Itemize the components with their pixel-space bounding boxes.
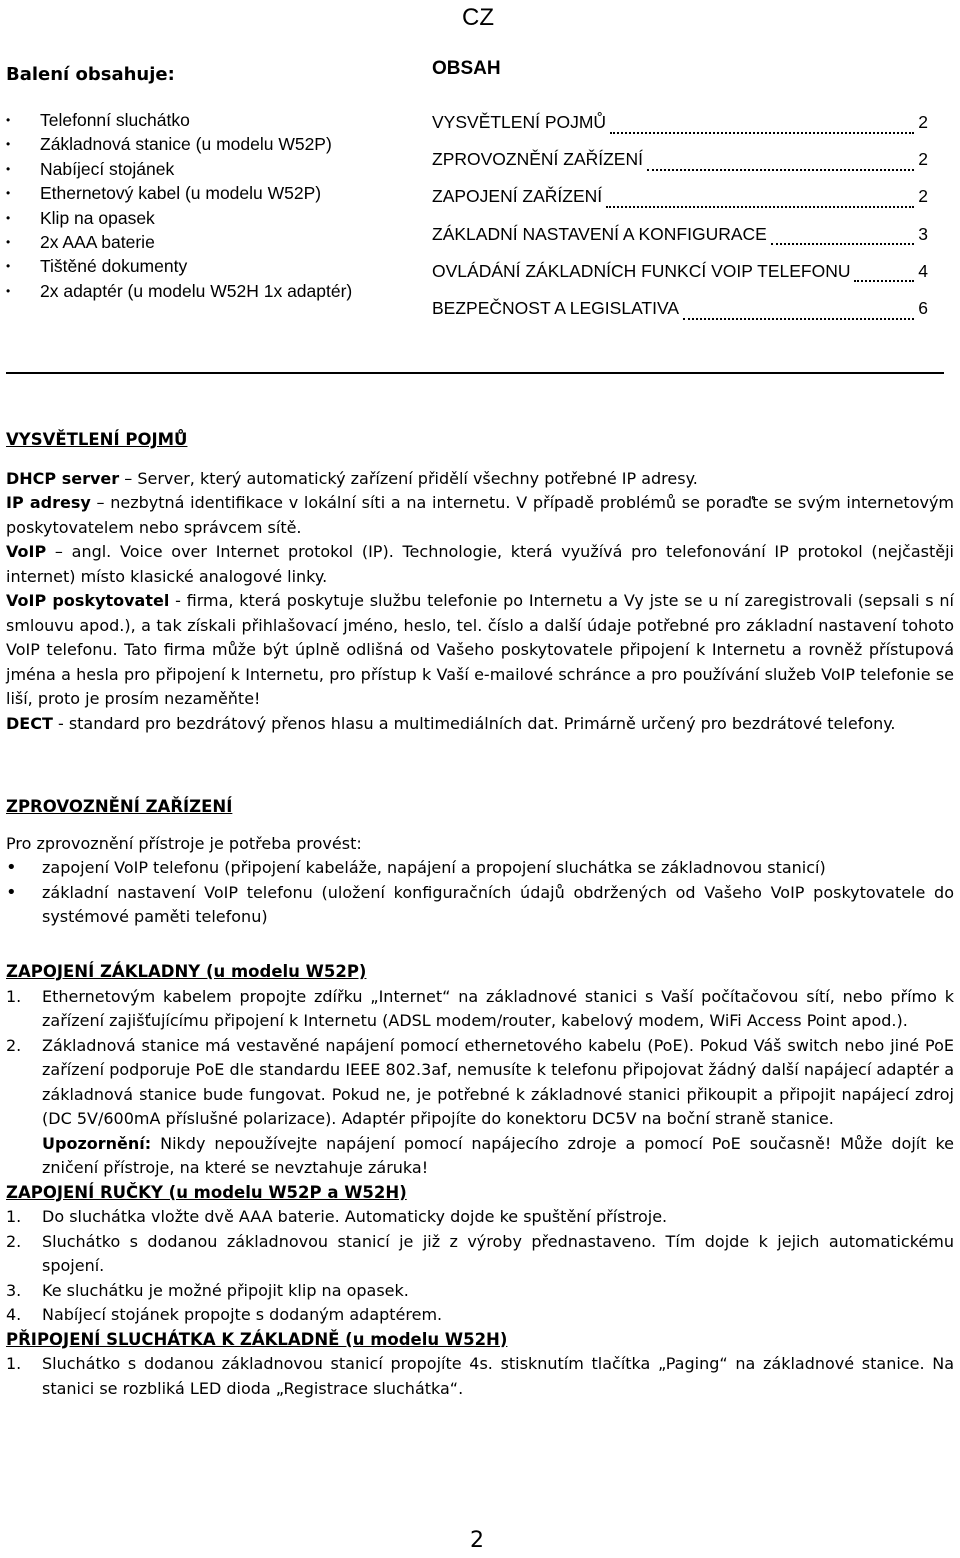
package-item: • Telefonní sluchátko xyxy=(6,110,190,130)
list-item: 1. Do sluchátka vložte dvě AAA baterie. Automaticky dojde ke spuštění přístroje. xyxy=(6,1207,668,1226)
base-heading: ZAPOJENÍ ZÁKLADNY (u modelu W52P) xyxy=(6,962,367,981)
package-item: • 2x AAA baterie xyxy=(6,231,155,252)
setup-list xyxy=(6,856,954,930)
pairing-heading: PŘIPOJENÍ SLUCHÁTKA K ZÁKLADNĚ (u modelu W52H) xyxy=(6,1329,508,1349)
list-item: • základní nastavení VoIP telefonu (uložení konfiguračních údajů obdržených od Vašeho VoIP poskytovatele do systémové paměti telefonu) xyxy=(6,881,954,926)
list-item: 4. Nabíjecí stojánek propojte s dodaným adaptérem. xyxy=(6,1305,443,1324)
toc-title: OBSAH xyxy=(432,58,501,79)
term-voip: VoIP – angl. Voice over Internet protokol (IP). Technologie, která využívá pro telefonování IP protokol (nejčastěji internet) místo klasické analogové linky. xyxy=(6,542,954,586)
setup-intro: Pro zprovoznění přístroje je potřeba provést: xyxy=(6,833,362,853)
toc-entry[interactable]: VYSVĚTLENÍ POJMŮ 2 xyxy=(432,112,928,132)
list-item: • zapojení VoIP telefonu (připojení kabeláže, napájení a propojení sluchátka se základnovou stanicí) xyxy=(6,857,826,878)
toc-entry[interactable]: BEZPEČNOST A LEGISLATIVA 6 xyxy=(432,297,928,318)
list-item: 3. Ke sluchátku je možné připojit klip na opasek. xyxy=(6,1280,409,1300)
toc-entry[interactable]: ZPROVOZNĚNÍ ZAŘÍZENÍ 2 xyxy=(432,149,928,170)
warning-note: Upozornění: Nikdy nepoužívejte napájení pomocí napájecího zdroje a pomocí PoE současně! Může dojít ke zničení přístroje, na které se nevztahuje záruka! xyxy=(42,1133,954,1177)
package-item: • Ethernetový kabel (u modelu W52P) xyxy=(6,183,322,204)
toc-entry[interactable]: ZAPOJENÍ ZAŘÍZENÍ 2 xyxy=(432,186,928,207)
package-list xyxy=(4,108,352,303)
terms-heading: VYSVĚTLENÍ POJMŮ xyxy=(6,430,188,449)
list-item: 2. Základnová stanice má vestavěné napájení pomocí ethernetového kabelu (PoE). Pokud Váš switch nebo jiné PoE zařízení podporuje PoE dle standardu IEEE 802.3af, nemusíte k telefonu připojovat žádný další napájecí adaptér a základnová stanice bude fungovat. Pokud ne, je potřebné k základnové stanici přikoupit a připojit napájecí zdroj (DC 5V/600mA příslušné polarizace). Adaptér připojíte do konektoru DC5V na boční straně stanice. Upozornění: Nikdy nepoužívejte napájení pomocí napájecího zdroje a pomocí PoE současně! Může dojít ke zničení přístroje, na které se nevztahuje záruka! xyxy=(6,1034,954,1181)
setup-heading: ZPROVOZNĚNÍ ZAŘÍZENÍ xyxy=(6,797,233,816)
list-item: 2. Sluchátko s dodanou základnovou stanicí je již z výroby přednastaveno. Tím dojde k jejich automatickému spojení. xyxy=(6,1231,954,1275)
package-title: Balení obsahuje: xyxy=(6,64,175,85)
handset-steps xyxy=(6,1205,954,1328)
list-item: 1. Sluchátko s dodanou základnovou stanicí propojíte 4s. stisknutím tlačítka „Paging“ na základnové stanice. Na stanici se rozbliká LED dioda „Registrace sluchátka“. xyxy=(6,1354,954,1398)
package-item: • 2x adaptér (u modelu W52H 1x adaptér) xyxy=(6,280,353,301)
pairing-steps xyxy=(6,1352,954,1401)
table-of-contents xyxy=(432,112,928,335)
toc-entry[interactable]: OVLÁDÁNÍ ZÁKLADNÍCH FUNKCÍ VOIP TELEFONU 4 xyxy=(432,260,928,281)
setup-section xyxy=(6,795,954,930)
page-number: 2 xyxy=(470,1528,484,1553)
list-item: 1. Ethernetovým kabelem propojte zdířku „Internet“ na základnové stanici s Vaší počítačovou sítí, nebo přímo k zařízení zajišťujícímu připojení k Internetu (ADSL modem/router, kabelový modem, WiFi Access Point apod.). xyxy=(6,986,954,1030)
base-section xyxy=(6,960,954,1401)
term-dect: DECT - standard pro bezdrátový přenos hlasu a multimediálních dat. Primárně určený pro bezdrátové telefony. xyxy=(6,713,896,733)
package-item: • Tištěné dokumenty xyxy=(6,256,188,277)
toc-entry[interactable]: ZÁKLADNÍ NASTAVENÍ A KONFIGURACE 3 xyxy=(432,223,928,244)
term-provider: VoIP poskytovatel - firma, která poskytuje službu telefonie po Internetu a Vy jste se u ní zaregistrovali (sepsali s ní smlouvu apod.), a tak získali přihlašovací jméno, heslo, tel. číslo a další údaje potřebné pro základní nastavení tohoto VoIP telefonu. Tato firma může být úplně odlišná od Vašeho poskytovatele připojení k Internetu a rovněž přístupová jména a hesla pro připojení k Internetu, pro přístup k Vaší e-mailové schránce a pro používání služeb VoIP telefonie se liší, proto je prosím nezaměňte! xyxy=(6,591,954,708)
language-code: CZ xyxy=(462,4,494,31)
package-item: • Základnová stanice (u modelu W52P) xyxy=(6,134,332,155)
package-item: • Nabíjecí stojánek xyxy=(6,158,175,179)
base-steps xyxy=(6,985,954,1181)
package-item: • Klip na opasek xyxy=(6,207,155,228)
handset-heading: ZAPOJENÍ RUČKY (u modelu W52P a W52H) xyxy=(6,1182,407,1202)
term-ip: IP adresy – nezbytná identifikace v lokální síti a na internetu. V případě problémů se poraďte se svým internetovým poskytovatelem nebo správcem sítě. xyxy=(6,493,955,537)
terms-section xyxy=(6,428,954,736)
section-divider xyxy=(6,372,944,374)
term-dhcp: DHCP server – Server, který automatický zařízení přidělí všechny potřebné IP adresy. xyxy=(6,468,698,488)
